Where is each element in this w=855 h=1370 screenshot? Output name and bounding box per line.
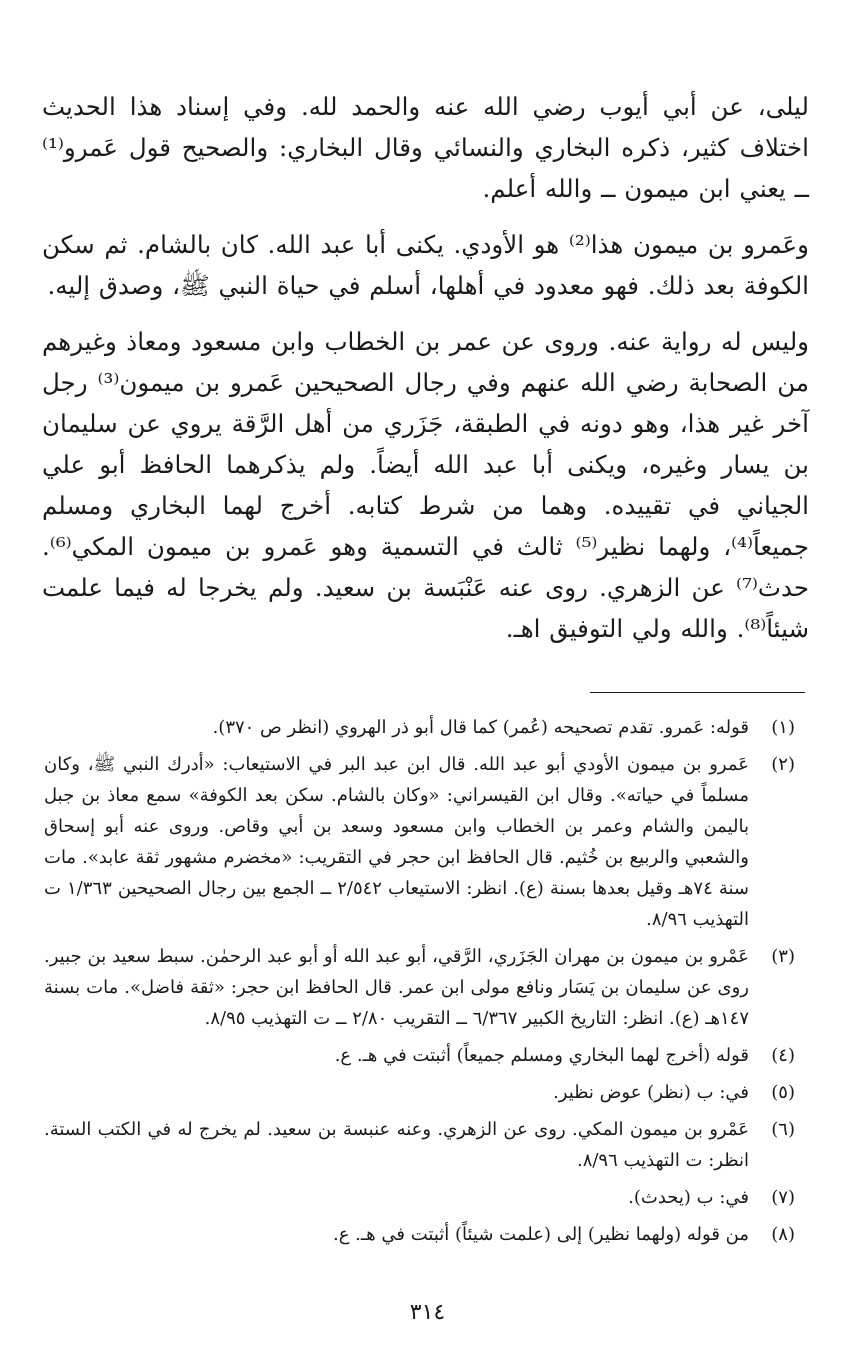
footnote-number: (٤) [771,1045,795,1066]
paragraph-1: ليلى، عن أبي أيوب رضي الله عنه والحمد لله. وفي إسناد هذا الحديث اختلاف كثير، ذكره البخاري والنسائي وقال البخاري: والصحيح قول عَمرو⁽¹⁾ ــ يعني ابن ميمون ــ والله أعلم. [42,92,809,203]
footnote-text: قوله (أخرج لهما البخاري ومسلم جميعاً) أثبتت في هـ. ع. [334,1045,749,1066]
footnote-1 [44,712,807,743]
footnote-number: (٣) [771,946,795,967]
footnote-8 [44,1219,807,1250]
footnotes [44,712,807,1256]
footnote-text: قوله: عَمرو. تقدم تصحيحه (عُمر) كما قال أبو ذر الهروي (انظر ص ٣٧٠). [212,717,749,738]
main-text [42,86,809,664]
footnote-number: (٢) [771,754,795,775]
footnote-2 [44,749,807,935]
page-number: ٣١٤ [409,1300,446,1325]
footnote-text: في: ب (يحدث). [628,1187,749,1208]
footnote-3 [44,941,807,1034]
footnote-text: في: ب (نظر) عوض نظير. [553,1082,749,1103]
footnote-text: من قوله (ولهما نظير) إلى (علمت شيئاً) أثبتت في هـ. ع. [333,1224,749,1245]
paragraph-3: وليس له رواية عنه. وروى عن عمر بن الخطاب وابن مسعود ومعاذ وغيرهم من الصحابة رضي الله عنهم وفي رجال الصحيحين عَمرو بن ميمون⁽³⁾ رجل آخر غير هذا، وهو دونه في الطبقة، جَزَري من أهل الرَّقة يروي عن سليمان بن يسار وغيره، ويكنى أبا عبد الله أيضاً. ولم يذكرهما الحافظ أبو علي الجياني في تقييده. وهما من شرط كتابه. أخرج لهما البخاري ومسلم جميعاً⁽⁴⁾، ولهما نظير⁽⁵⁾ ثالث في التسمية وهو عَمرو بن ميمون المكي⁽⁶⁾. حدث⁽⁷⁾ عن الزهري. روى عنه عَنْبَسة بن سعيد. ولم يخرجا له فيما علمت شيئاً⁽⁸⁾. والله ولي التوفيق اهـ. [42,327,810,643]
footnote-6 [44,1114,807,1176]
footnote-number: (٨) [771,1224,795,1245]
footnote-number: (٧) [771,1187,795,1208]
footnote-separator [590,692,805,693]
footnote-4 [44,1040,807,1071]
footnote-number: (٦) [771,1119,795,1140]
footnote-7 [44,1182,807,1213]
footnote-5 [44,1077,807,1108]
footnote-text: عَمْرو بن ميمون المكي. روى عن الزهري. وعنه عنبسة بن سعيد. لم يخرج له في الكتب الستة. انظر: ت التهذيب ٨/٩٦. [44,1119,749,1171]
paragraph-2: وعَمرو بن ميمون هذا⁽²⁾ هو الأودي. يكنى أبا عبد الله. كان بالشام. ثم سكن الكوفة بعد ذلك. فهو معدود في أهلها، أسلم في حياة النبي ﷺ، وصدق إليه. [42,230,810,300]
footnote-text: عَمْرو بن ميمون بن مهران الجَزَري، الرَّقي، أبو عبد الله أو أبو عبد الرحمٰن. سبط سعيد بن جبير. روى عن سليمان بن يَسَار ونافع مولى ابن عمر. قال الحافظ ابن حجر: «ثقة فاضل». مات بسنة ١٤٧هـ (ع). انظر: التاريخ الكبير ٦/٣٦٧ ــ التقريب ٢/٨٠ ــ ت التهذيب ٨/٩٥. [44,946,749,1029]
footnote-number: (٥) [771,1082,795,1103]
footnote-text: عَمرو بن ميمون الأودي أبو عبد الله. قال ابن عبد البر في الاستيعاب: «أدرك النبي ﷺ، وكان مسلماً في حياته». وقال ابن القيسراني: «وكان بالشام. سكن بعد الكوفة» سمع معاذ بن جبل باليمن والشام وعمر بن الخطاب وابن مسعود وسعد بن أبي وقاص. وروى عنه أبو إسحاق والشعبي والربيع بن خُثيم. قال الحافظ ابن حجر في التقريب: «مخضرم مشهور ثقة عابد». مات سنة ٧٤هـ وقيل بعدها بسنة (ع). انظر: الاستيعاب ٢/٥٤٢ ــ الجمع بين رجال الصحيحين ١/٣٦٣ ت التهذيب ٨/٩٦. [44,754,749,930]
footnote-number: (١) [771,717,795,738]
